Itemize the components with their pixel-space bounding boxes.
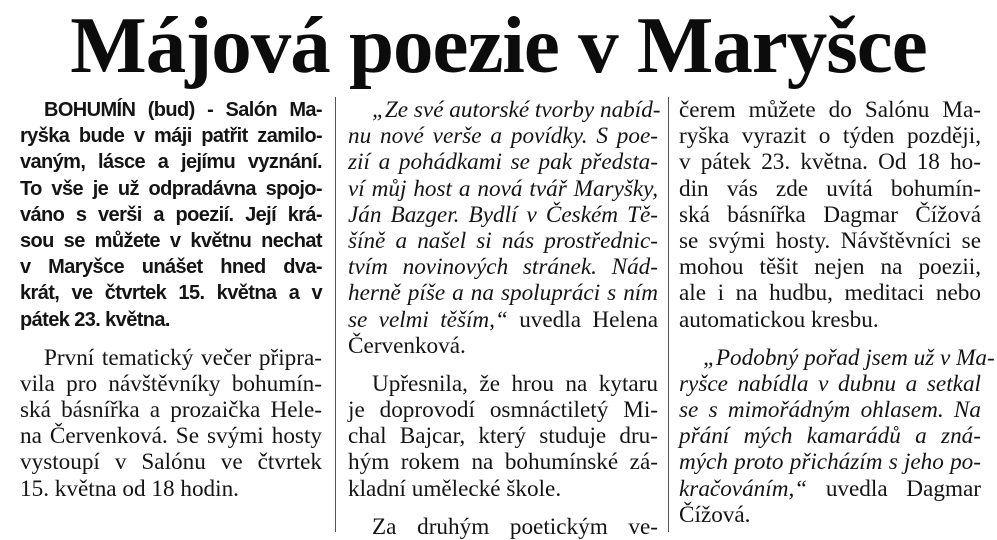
text-line: sou se můžete v květnu nechat [20, 229, 322, 252]
paragraph [348, 514, 658, 540]
text-line [348, 307, 658, 333]
text-line: mých proto přicházím s jeho po- [679, 449, 981, 476]
paragraph [679, 97, 981, 333]
text-line: ryška bude v máji patřit zamilo- [20, 125, 322, 148]
text-line: kladní umělecké škole. [348, 475, 562, 502]
text-line: To vše je už odpradávna spojo- [20, 177, 322, 200]
text-line: vystoupí v Salónu ve čtvrtek [20, 449, 322, 476]
text-line: „Podobný pořad jsem už v Ma- [703, 344, 995, 371]
text-line: Upřesnila, že hrou na kytaru [372, 370, 658, 397]
text-line: v pátek 23. května. Od 18 ho- [679, 149, 981, 176]
text-line: ská básnířka Dagmar Čížová [679, 201, 981, 228]
text-line: pátek 23. května. [20, 308, 170, 331]
text-line: automatickou kresbu. [679, 306, 879, 333]
text-line: je doprovodí osmnáctiletý Mi- [348, 397, 658, 424]
attribution: uvedla Helena [507, 306, 659, 333]
text-line: zií a pohádkami se pak předsta- [348, 149, 658, 176]
text-line: krát, ve čtvrtek 15. května a v [20, 282, 322, 305]
paragraph [20, 345, 322, 502]
article-column-3 [679, 97, 995, 528]
article-column-2 [348, 97, 661, 540]
lead-paragraph [20, 97, 322, 333]
text-line: čerem můžete do Salónu Ma- [679, 97, 981, 123]
text-line: din vás zde uvítá bohumín- [679, 175, 981, 202]
text-line: šíně a našel si nás prostřednic- [348, 227, 658, 254]
column-divider-2 [668, 97, 669, 532]
quote-end: se velmi těším,“ [348, 306, 508, 333]
text-line: „Ze své autorské tvorby nabíd- [372, 97, 661, 123]
text-line: se svými hosty. Návštěvníci se [679, 227, 981, 254]
text-line: v Maryšce unášet hned dva- [20, 256, 322, 279]
headline: Májová poezie v Maryšce [70, 0, 927, 90]
text-line: První tematický večer připra- [44, 344, 322, 371]
text-line: přání mých kamarádů a zná- [679, 423, 981, 450]
text-line: ská básnířka a prozaička Hele- [20, 397, 322, 424]
paragraph [348, 371, 658, 502]
column-divider-1 [335, 97, 336, 532]
text-line: Ján Bazger. Bydlí v Českém Tě- [348, 201, 658, 228]
text-line: na Červenková. Se svými hosty [20, 423, 322, 450]
article-column-1 [20, 97, 322, 502]
text-line: se s mimořádným ohlasem. Na [679, 397, 981, 424]
text-line: vaným, lásce a jejímu vyznání. [20, 151, 322, 174]
quote-paragraph [679, 344, 995, 528]
text-line: ryšce nabídla v dubnu a setkal [679, 370, 981, 397]
text-line: mohou těšit nejen na poezii, [679, 254, 981, 281]
text-line: hým rokem na bohumínské zá- [348, 449, 658, 476]
text-line: ale i na hudbu, meditaci nebo [679, 280, 981, 307]
text-line: Za druhým poetickým ve- [372, 513, 658, 540]
text-line: vila pro návštěvníky bohumín- [20, 370, 322, 397]
text-line: ví můj host a nová tvář Maryšky, [348, 175, 658, 202]
text-line [679, 476, 981, 502]
text-line: ryška vyrazit o týden později, [679, 123, 981, 150]
text-line: herně píše a na spolupráci s ním [348, 280, 658, 307]
quote-paragraph [348, 97, 661, 359]
attribution: uvedla Dagmar [807, 475, 981, 502]
text-line: chal Bajcar, který studuje dru- [348, 423, 658, 450]
quote-end: kračováním,“ [679, 475, 808, 502]
text-line: Čížová. [679, 501, 751, 528]
text-line: nu nové verše a povídky. S poe- [348, 123, 658, 150]
text-line: tvím novinových stránek. Nád- [348, 254, 658, 281]
text-line: BOHUMÍN (bud) - Salón Ma- [44, 99, 322, 121]
text-line: 15. května od 18 hodin. [20, 475, 239, 502]
text-line: Červenková. [348, 332, 466, 359]
text-line: váno s verši a poezií. Její krá- [20, 203, 322, 226]
